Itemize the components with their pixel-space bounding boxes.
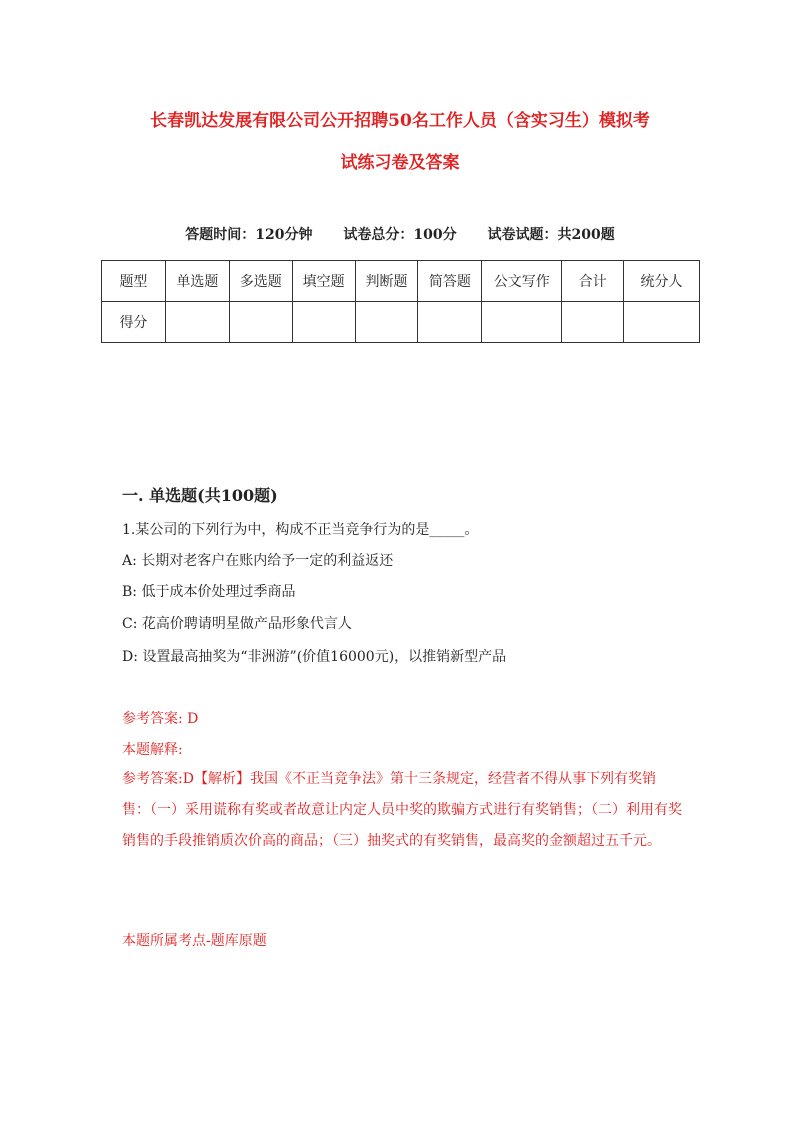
score-cell — [562, 302, 624, 343]
exam-meta — [0, 224, 800, 244]
score-cell — [229, 302, 292, 343]
score-cell — [165, 302, 229, 343]
exam-time: 答题时间：120分钟 — [185, 227, 313, 243]
document-title-line2: 试练习卷及答案 — [340, 153, 460, 173]
option-b: B: 低于成本价处理过季商品 — [122, 584, 296, 600]
score-cell — [418, 302, 482, 343]
table-header-cell: 统分人 — [624, 261, 700, 302]
table-header-cell: 简答题 — [418, 261, 482, 302]
option-a: A: 长期对老客户在账内给予一定的利益返还 — [122, 553, 394, 569]
option-d: D: 设置最高抽奖为“非洲游”(价值16000元)，以推销新型产品 — [122, 649, 507, 665]
score-table — [101, 260, 700, 343]
option-c: C: 花高价聘请明星做产品形象代言人 — [122, 616, 352, 632]
score-table-score-row — [102, 302, 700, 343]
score-cell — [355, 302, 418, 343]
score-cell — [482, 302, 562, 343]
section-heading: 一. 单选题(共100题) — [122, 486, 278, 505]
reference-answer: 参考答案: D — [122, 711, 199, 727]
exam-total-score: 试卷总分：100分 — [343, 227, 457, 243]
question-stem: 1.某公司的下列行为中，构成不正当竞争行为的是_____。 — [122, 522, 479, 538]
score-table-header-row — [102, 261, 700, 302]
document-title-line1: 长春凯达发展有限公司公开招聘50名工作人员（含实习生）模拟考 — [150, 111, 650, 131]
table-header-cell: 单选题 — [165, 261, 229, 302]
exam-question-count: 试卷试题：共200题 — [487, 227, 615, 243]
score-cell — [292, 302, 355, 343]
table-header-cell: 合计 — [562, 261, 624, 302]
explanation-label: 本题解释: — [122, 742, 183, 758]
score-row-label: 得分 — [102, 302, 166, 343]
table-header-cell: 判断题 — [355, 261, 418, 302]
table-header-cell: 填空题 — [292, 261, 355, 302]
table-header-cell: 多选题 — [229, 261, 292, 302]
question-source: 本题所属考点-题库原题 — [122, 933, 267, 949]
explanation-text: 参考答案:D【解析】我国《不正当竞争法》第十三条规定，经营者不得从事下列有奖销售：（一）采用谎称有奖或者故意让内定人员中奖的欺骗方式进行有奖销售；（二）利用有奖销售的手段推销质次价高的商品；（三）抽奖式的有奖销售，最高奖的金额超过五千元。 — [122, 771, 682, 849]
table-header-cell: 公文写作 — [482, 261, 562, 302]
table-header-cell: 题型 — [102, 261, 166, 302]
score-cell — [624, 302, 700, 343]
